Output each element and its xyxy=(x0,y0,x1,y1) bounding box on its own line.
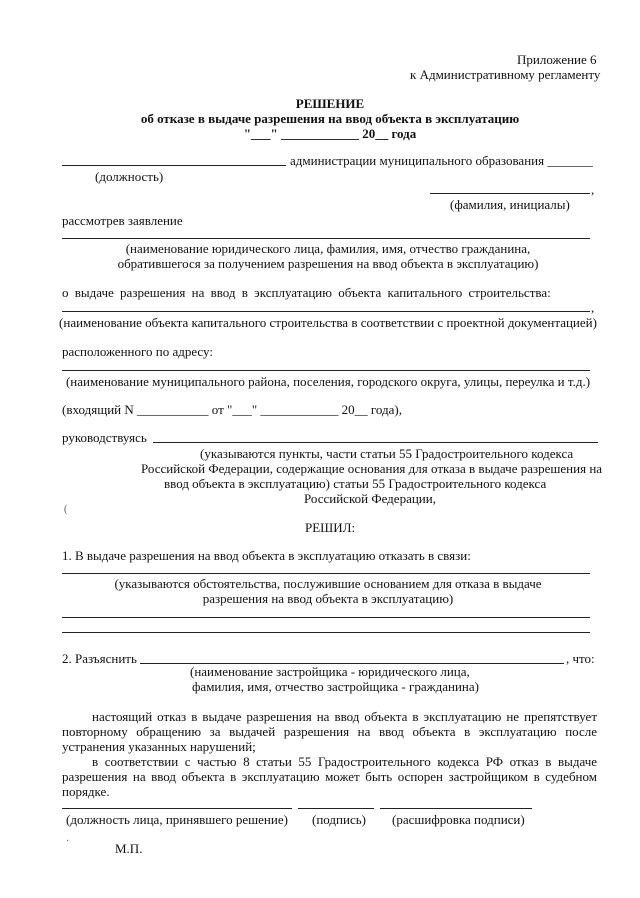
signature-decode-line xyxy=(380,808,532,809)
name-hint: (фамилия, инициалы) xyxy=(450,197,570,212)
guided-label: руководствуясь xyxy=(62,430,147,445)
item1-line-3 xyxy=(62,632,590,633)
object-line-comma: , xyxy=(591,300,595,315)
signer-position-line xyxy=(62,808,292,809)
signature-line xyxy=(298,808,374,809)
scan-mark: · xyxy=(66,836,70,847)
scan-mark: ( xyxy=(64,504,68,515)
guided-hint-4: Российской Федерации, xyxy=(304,491,436,506)
document-date: "___" ____________ 20__ года xyxy=(243,126,417,141)
signer-position-hint: (должность лица, принявшего решение) xyxy=(66,812,288,827)
item1-line-1 xyxy=(62,573,590,574)
signature-hint: (подпись) xyxy=(312,812,366,827)
item1-hint-1: (указываются обстоятельства, послужившие основанием для отказа в выдаче xyxy=(114,576,542,591)
located-label: расположенного по адресу: xyxy=(62,344,213,359)
administration-label: администрации муниципального образования _______ xyxy=(290,153,593,168)
item1-text: 1. В выдаче разрешения на ввод объекта в эксплуатацию отказать в связи: xyxy=(62,548,471,563)
name-line xyxy=(430,193,590,194)
item1-hint-2: разрешения на ввод объекта в эксплуатацию) xyxy=(202,591,454,606)
item2-text: 2. Разъяснить xyxy=(62,651,137,666)
item2-hint-1: (наименование застройщика - юридического лица, xyxy=(190,664,470,679)
document-title: РЕШЕНИЕ xyxy=(295,96,365,111)
guided-hint-3: ввод объекта в эксплуатацию) статьи 55 Градостроительного кодекса xyxy=(164,476,547,491)
item2-tail: , что: xyxy=(566,651,595,666)
stamp-place: М.П. xyxy=(115,841,143,856)
position-line xyxy=(62,165,286,166)
incoming-line: (входящий N ___________ от "___" ____________ 20__ года), xyxy=(62,402,402,417)
document-subtitle: об отказе в выдаче разрешения на ввод объекта в эксплуатацию xyxy=(140,111,520,126)
guided-hint-1: (указываются пункты, части статьи 55 Градостроительного кодекса xyxy=(200,446,574,461)
item2-hint-2: фамилия, имя, отчество застройщика - гражданина) xyxy=(192,679,479,694)
applicant-line xyxy=(62,238,590,239)
considering-label: рассмотрев заявление xyxy=(62,213,183,228)
object-hint: (наименование объекта капитального строительства в соответствии с проектной документацией) xyxy=(59,315,597,330)
applicant-hint-2: обратившегося за получением разрешения на ввод объекта в эксплуатацию) xyxy=(117,256,539,271)
explanation-paragraph-2: в соответствии с частью 8 статьи 55 Градостроительного кодекса РФ отказ в выдаче разрешения на ввод объекта в эксплуатацию может быть оспорен застройщиком в судебном порядке. xyxy=(62,754,597,799)
appendix-number: Приложение 6 xyxy=(517,52,597,67)
guided-line xyxy=(153,442,598,443)
object-line xyxy=(62,311,590,312)
about-label: о выдаче разрешения на ввод в эксплуатацию объекта капитального строительства: xyxy=(62,285,551,300)
item1-line-2 xyxy=(62,617,590,618)
decided-heading: РЕШИЛ: xyxy=(305,520,356,535)
signature-decode-hint: (расшифровка подписи) xyxy=(392,812,525,827)
applicant-hint-1: (наименование юридического лица, фамилия, имя, отчество гражданина, xyxy=(125,241,531,256)
name-line-comma: , xyxy=(591,182,595,197)
guided-hint-2: Российской Федерации, содержащие основания для отказа в выдаче разрешения на xyxy=(141,461,603,476)
explanation-paragraph-1: настоящий отказ в выдаче разрешения на ввод объекта в эксплуатацию не препятствует повторному обращению за выдачей разрешения на ввод объекта в эксплуатацию после устранения указанных нарушений; xyxy=(62,709,597,754)
position-hint: (должность) xyxy=(95,169,164,184)
address-line xyxy=(62,370,590,371)
regulation-reference: к Административному регламенту xyxy=(410,67,601,82)
address-hint: (наименование муниципального района, поселения, городского округа, улицы, переулка и т.д.) xyxy=(65,374,591,389)
